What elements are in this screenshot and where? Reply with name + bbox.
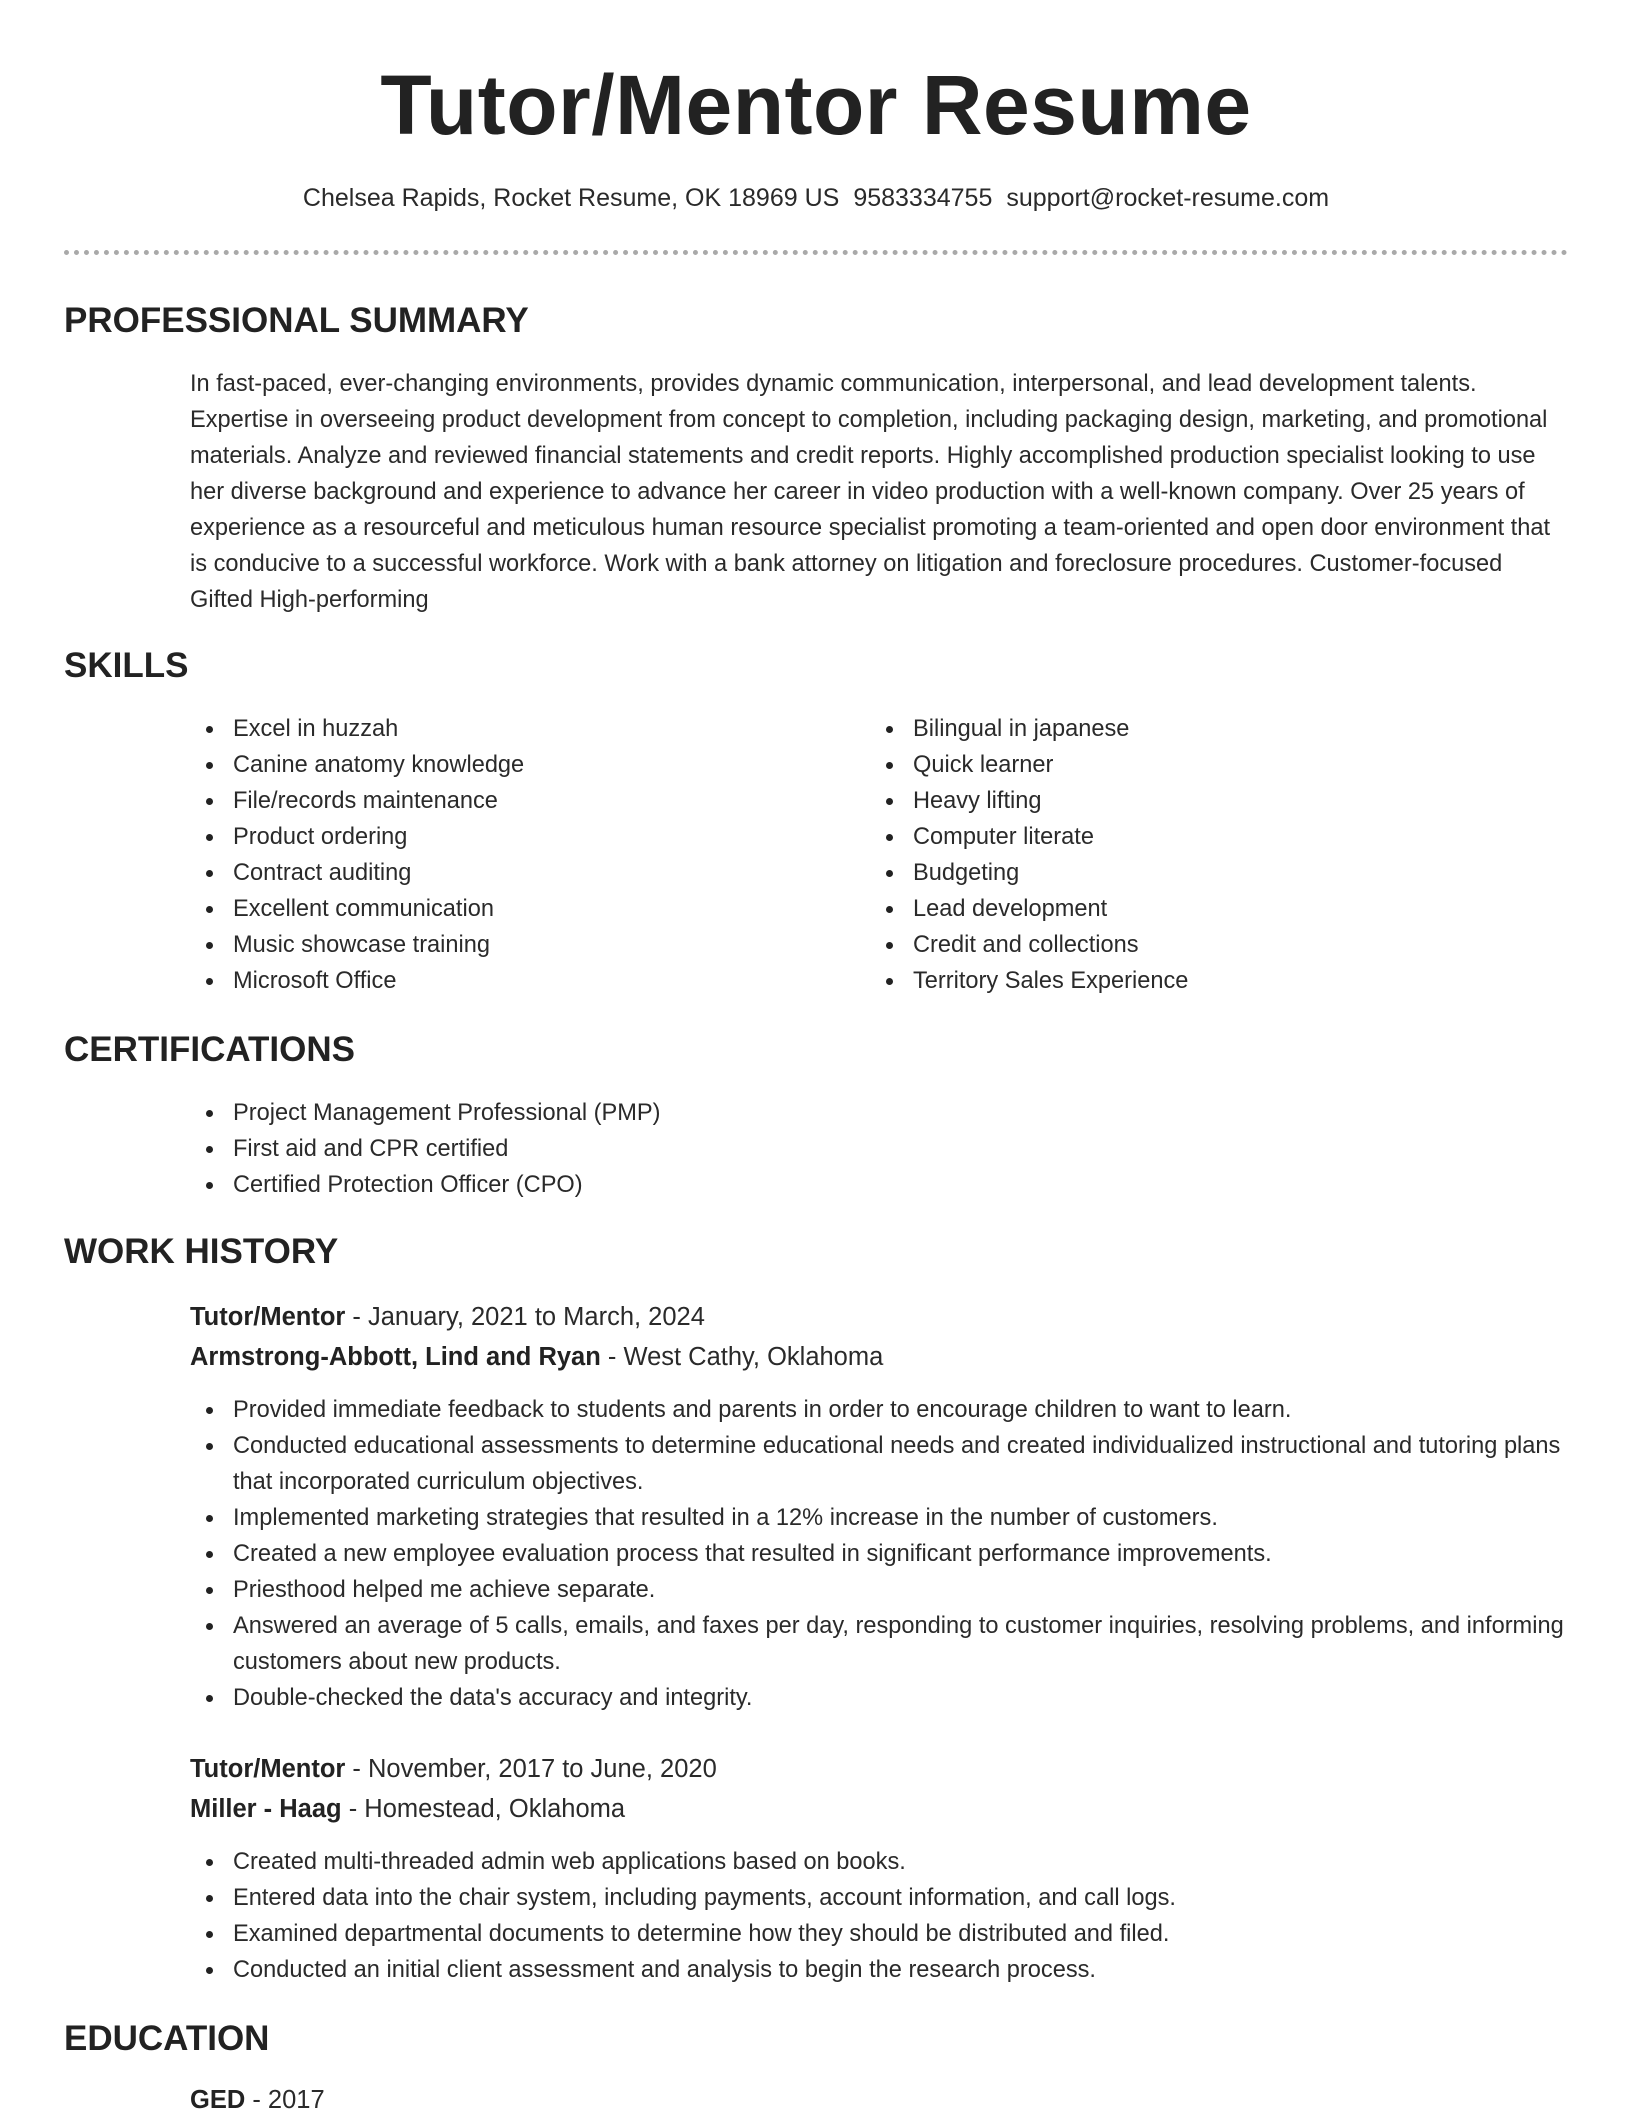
section-title-work-history: WORK HISTORY <box>64 1232 339 1271</box>
resume-title: Tutor/Mentor Resume <box>380 58 1252 152</box>
skill-item: File/records maintenance <box>233 783 833 819</box>
job-bullet: Conducted educational assessments to determine educational needs and created individualized instructional and tutoring plans that incorporated curriculum objectives. <box>233 1428 1583 1500</box>
skill-item: Lead development <box>913 891 1573 927</box>
education-degree: GED <box>190 2086 246 2114</box>
job-bullet: Answered an average of 5 calls, emails, and faxes per day, responding to customer inquiries, resolving problems, and informing customers about new products. <box>233 1608 1583 1680</box>
skill-item: Excellent communication <box>233 891 833 927</box>
job-title-line <box>190 1749 717 1789</box>
section-title-education: EDUCATION <box>64 2019 270 2058</box>
job-bullets <box>190 1392 1583 1716</box>
contact-email: support@rocket-resume.com <box>1006 184 1330 212</box>
skill-item: Credit and collections <box>913 927 1573 963</box>
certifications-list <box>190 1095 1573 1203</box>
job-bullet: Provided immediate feedback to students and parents in order to encourage children to want to learn. <box>233 1392 1583 1428</box>
section-title-summary: PROFESSIONAL SUMMARY <box>64 301 529 340</box>
job-bullet: Conducted an initial client assessment and analysis to begin the research process. <box>233 1952 1583 1988</box>
skill-item: Budgeting <box>913 855 1573 891</box>
education-year: - 2017 <box>245 2086 325 2114</box>
summary-text: In fast-paced, ever-changing environments, provides dynamic communication, interpersonal, and lead development talents. Expertise in overseeing product development from concept to completion, including packaging design, marketing, and promotional materials. Analyze and reviewed financial statements and credit reports. Highly accomplished production specialist looking to use her diverse background and experience to advance her career in video production with a well-known company. Over 25 years of experience as a resourceful and meticulous human resource specialist promoting a team-oriented and open door environment that is conducive to a successful workforce. Work with a bank attorney on litigation and foreclosure procedures. Customer-focused Gifted High-performing <box>190 371 1551 613</box>
skill-item: Territory Sales Experience <box>913 963 1573 999</box>
skill-item: Music showcase training <box>233 927 833 963</box>
job-dates: - November, 2017 to June, 2020 <box>345 1755 717 1783</box>
job-company-line <box>190 1337 883 1377</box>
job-company-line <box>190 1789 625 1829</box>
header-divider <box>64 250 1568 255</box>
contact-address: Chelsea Rapids, Rocket Resume, OK 18969 US <box>302 184 840 212</box>
job-bullets <box>190 1844 1583 1988</box>
skill-item: Contract auditing <box>233 855 833 891</box>
job-bullet: Created multi-threaded admin web applications based on books. <box>233 1844 1583 1880</box>
job-bullet: Double-checked the data's accuracy and integrity. <box>233 1680 1583 1716</box>
certification-item: First aid and CPR certified <box>233 1131 1573 1167</box>
skills-list-left <box>190 711 833 999</box>
skill-item: Canine anatomy knowledge <box>233 747 833 783</box>
job-location: - Homestead, Oklahoma <box>341 1795 626 1823</box>
skill-item: Excel in huzzah <box>233 711 833 747</box>
skill-item: Bilingual in japanese <box>913 711 1573 747</box>
contact-line <box>0 180 1632 216</box>
job-bullet: Implemented marketing strategies that resulted in a 12% increase in the number of customers. <box>233 1500 1583 1536</box>
section-title-skills: SKILLS <box>64 646 189 685</box>
certification-item: Project Management Professional (PMP) <box>233 1095 1573 1131</box>
job-dates: - January, 2021 to March, 2024 <box>345 1303 705 1331</box>
skill-item: Microsoft Office <box>233 963 833 999</box>
job-bullet: Created a new employee evaluation process that resulted in significant performance improvements. <box>233 1536 1583 1572</box>
education-line <box>190 2080 325 2120</box>
job-location: - West Cathy, Oklahoma <box>600 1343 884 1371</box>
job-bullet: Priesthood helped me achieve separate. <box>233 1572 1583 1608</box>
skill-item: Quick learner <box>913 747 1573 783</box>
job-title-line <box>190 1297 705 1337</box>
job-company: Miller - Haag <box>190 1795 342 1823</box>
job-bullet: Examined departmental documents to determine how they should be distributed and filed. <box>233 1916 1583 1952</box>
job-title: Tutor/Mentor <box>190 1303 346 1331</box>
section-title-certifications: CERTIFICATIONS <box>64 1030 356 1069</box>
certification-item: Certified Protection Officer (CPO) <box>233 1167 1573 1203</box>
job-company: Armstrong-Abbott, Lind and Ryan <box>190 1343 601 1371</box>
contact-phone: 9583334755 <box>853 184 993 212</box>
skill-item: Heavy lifting <box>913 783 1573 819</box>
skill-item: Computer literate <box>913 819 1573 855</box>
skills-list-right <box>870 711 1573 999</box>
skill-item: Product ordering <box>233 819 833 855</box>
job-bullet: Entered data into the chair system, including payments, account information, and call logs. <box>233 1880 1583 1916</box>
job-title: Tutor/Mentor <box>190 1755 346 1783</box>
